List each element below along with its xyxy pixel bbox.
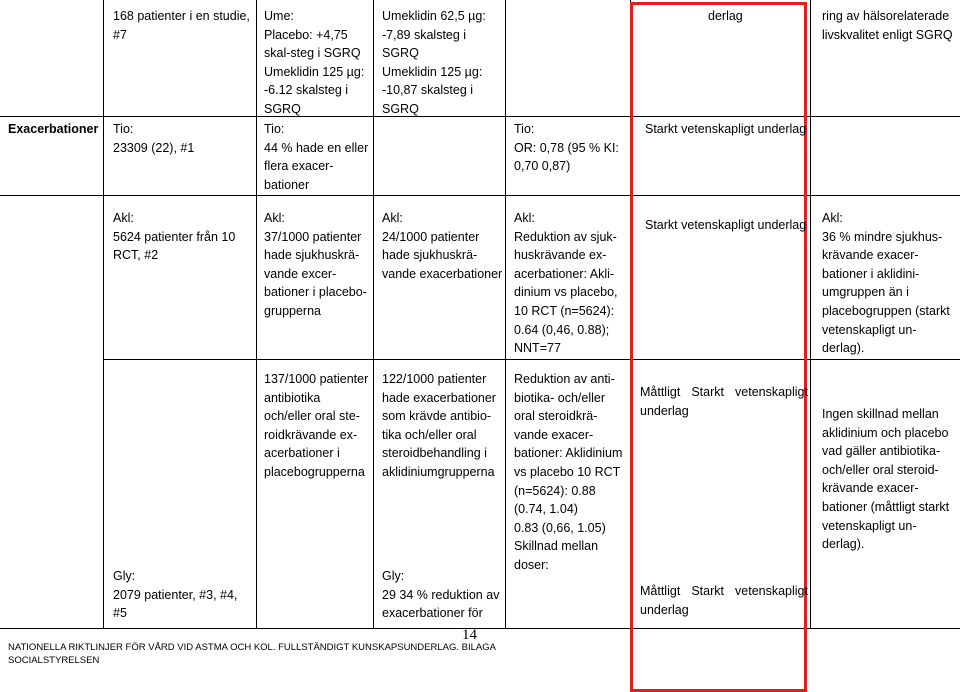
cell-ume-placebo: Ume: Placebo: +4,75 skal-steg i SGRQ Umeklidin 125 µg: -6.12 skalsteg i SGRQ [264,9,365,116]
cell-anti-control: 137/1000 patienter antibiotika och/eller oral ste- roidkrävande ex- acerbationer i placebogrupperna [264,372,369,479]
cell-evidence-top: derlag [708,9,743,23]
page-footer [8,641,496,667]
column-divider-1 [256,0,257,629]
evidence-word-4: underlag [640,602,689,617]
cell-anti-conclusion: Ingen skillnad mellan aklidinium och placebo vad gäller antibiotika- och/eller oral steroid- krävande exacer- bationer (måttligt starkt vetenskapligt un- derlag). [822,407,950,552]
cell-akl-control: Akl: 37/1000 patienter hade sjukhuskrä- vande excer- bationer i placebo- grupperna [264,211,367,318]
row-divider-2 [0,195,960,196]
cell-akl-intervention: Akl: 24/1000 patienter hade sjukhuskrä- vande exacerbationer [382,211,503,281]
cell-tio-effect: Tio: OR: 0,78 (95 % KI: 0,70 0,87) [514,122,619,174]
cell-tio-studies: Tio: 23309 (22), #1 [113,122,195,155]
column-divider-5 [810,0,811,629]
cell-akl-studies: Akl: 5624 patienter från 10 RCT, #2 [113,211,236,263]
evidence-word-4: underlag [640,403,689,418]
evidence-word-2: Starkt [691,385,724,399]
cell-gly-intervention: Gly: 29 34 % reduktion av exacerbationer för [382,569,500,621]
column-divider-2 [373,0,374,629]
cell-anti-evidence [640,383,808,420]
evidence-word-2: Starkt [691,584,724,598]
footer-line-2: SOCIALSTYRELSEN [8,655,100,666]
cell-conclusion-top: ring av hälsorelaterade livskvalitet enligt SGRQ [822,9,953,42]
row-divider-3 [103,359,960,360]
cell-gly-evidence [640,582,808,619]
evidence-word-3: vetenskapligt [735,584,808,598]
cell-tio-evidence: Starkt vetenskapligt underlag [645,122,807,136]
column-divider-3 [505,0,506,629]
row-label-exacerbationer: Exacerbationer [8,122,99,136]
table-bottom-border [0,628,960,629]
cell-akl-evidence: Starkt vetenskapligt underlag [645,218,807,232]
cell-anti-intervention: 122/1000 patienter hade exacerbationer som krävde antibio- tika och/eller oral steroidbehandling i aklidiniumgrupperna [382,372,496,479]
cell-anti-effect: Reduktion av anti- biotika- och/eller oral steroidkrä- vande exacer- bationer: Aklidinium vs placebo 10 RCT (n=5624): 0.88 (0.74, 1.04) 0.83 (0,66, 1.05) Skillnad mellan doser: [514,372,623,572]
page-number: 14 [462,627,477,643]
cell-akl-conclusion: Akl: 36 % mindre sjukhus- krävande exacer- bationer i aklidini- umgruppen än i placebogruppen (starkt vetenskapligt un- derlag). [822,211,950,356]
cell-studies-top: 168 patienter i en studie, #7 [113,9,250,42]
cell-tio-control: Tio: 44 % hade en eller flera exacer- bationer [264,122,369,192]
cell-akl-effect: Akl: Reduktion av sjuk- huskrävande ex- acerbationer: Akli- dinium vs placebo, 10 RCT (n=5624): 0.64 (0,46, 0.88); NNT=77 [514,211,618,356]
evidence-word-1: Måttligt [640,584,681,598]
cell-ume-doses: Umeklidin 62,5 µg: -7,89 skalsteg i SGRQ Umeklidin 125 µg: -10,87 skalsteg i SGRQ [382,9,486,116]
evidence-word-3: vetenskapligt [735,385,808,399]
footer-line-1: NATIONELLA RIKTLINJER FÖR VÅRD VID ASTMA OCH KOL. FULLSTÄNDIGT KUNSKAPSUNDERLAG. BILAGA [8,642,496,653]
evidence-word-1: Måttligt [640,385,681,399]
table-border-left [103,0,104,629]
cell-gly-studies: Gly: 2079 patienter, #3, #4, #5 [113,569,238,621]
